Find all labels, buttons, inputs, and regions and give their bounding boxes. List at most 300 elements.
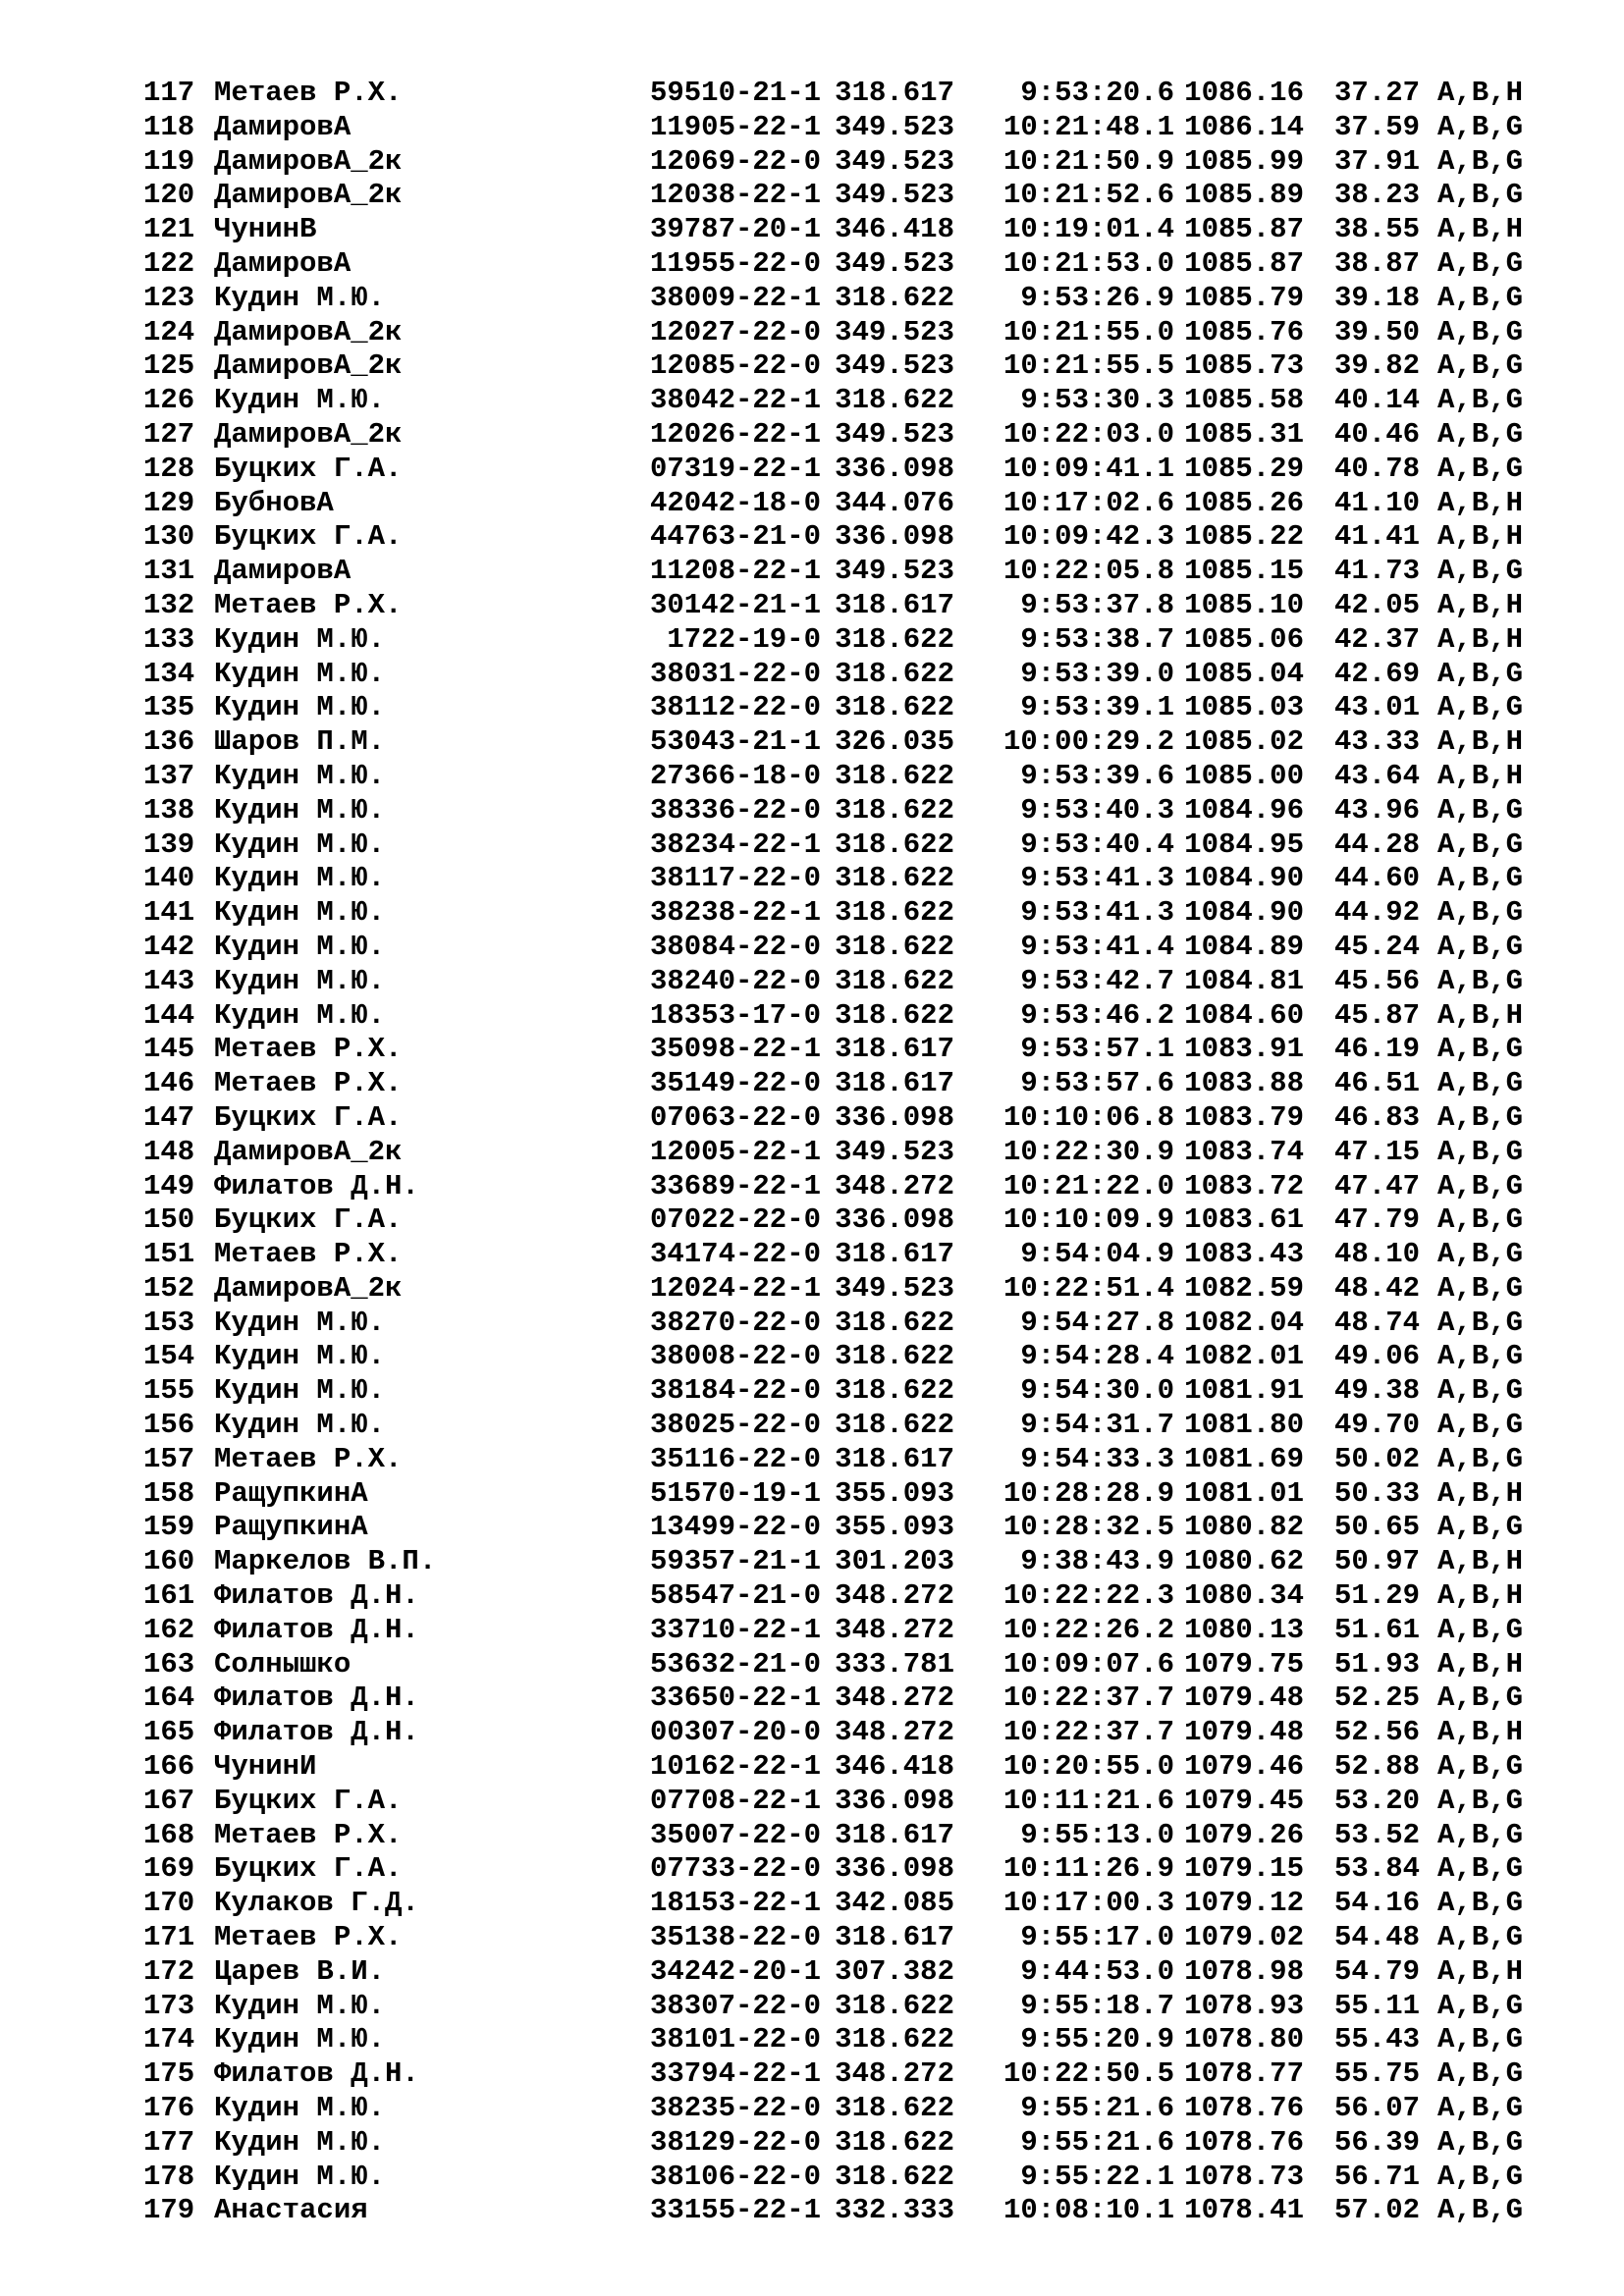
- speed-cell: 1085.02: [1184, 725, 1304, 759]
- speed-cell: 1086.14: [1184, 110, 1304, 143]
- flags-cell: A,B,H: [1437, 1476, 1524, 1510]
- arrival-time-cell: 9:55:21.6: [1020, 2125, 1174, 2159]
- table-row: [143, 1887, 1547, 1921]
- flags-cell: A,B,G: [1437, 144, 1524, 178]
- speed-cell: 1084.96: [1184, 793, 1304, 827]
- distance-cell: 349.523: [835, 179, 954, 212]
- points-cell: 54.16: [1333, 1887, 1420, 1920]
- table-row: [143, 1340, 1547, 1374]
- name-cell: Кудин М.Ю.: [214, 622, 386, 656]
- arrival-time-cell: 9:53:20.6: [1020, 77, 1174, 109]
- table-row: [143, 77, 1547, 111]
- place-cell: 149: [143, 1169, 195, 1202]
- place-cell: 144: [143, 998, 195, 1032]
- table-row: [143, 1170, 1547, 1204]
- place-cell: 151: [143, 1238, 195, 1271]
- points-cell: 43.96: [1333, 793, 1420, 827]
- name-cell: ДамировA_2к: [214, 417, 403, 451]
- speed-cell: 1085.89: [1184, 179, 1304, 212]
- distance-cell: 318.622: [835, 759, 954, 792]
- speed-cell: 1085.58: [1184, 384, 1304, 417]
- ring-code-cell: 39787-20-1: [649, 213, 821, 246]
- arrival-time-cell: 9:53:40.4: [1020, 828, 1174, 861]
- points-cell: 46.83: [1333, 1100, 1420, 1134]
- table-row: [143, 1819, 1547, 1853]
- flags-cell: A,B,H: [1437, 588, 1524, 621]
- distance-cell: 318.617: [835, 1238, 954, 1271]
- name-cell: Кудин М.Ю.: [214, 793, 386, 827]
- distance-cell: 318.622: [835, 862, 954, 895]
- name-cell: Кудин М.Ю.: [214, 657, 386, 690]
- arrival-time-cell: 10:09:41.1: [1002, 452, 1174, 485]
- place-cell: 145: [143, 1033, 195, 1066]
- ring-code-cell: 38106-22-0: [649, 2160, 821, 2193]
- points-cell: 53.84: [1333, 1852, 1420, 1886]
- speed-cell: 1079.02: [1184, 1921, 1304, 1954]
- points-cell: 56.71: [1333, 2160, 1420, 2193]
- distance-cell: 326.035: [835, 725, 954, 759]
- arrival-time-cell: 10:09:07.6: [1002, 1647, 1174, 1681]
- distance-cell: 349.523: [835, 315, 954, 348]
- points-cell: 54.79: [1333, 1954, 1420, 1988]
- table-row: [143, 555, 1547, 589]
- distance-cell: 349.523: [835, 555, 954, 588]
- speed-cell: 1079.12: [1184, 1887, 1304, 1920]
- speed-cell: 1085.03: [1184, 691, 1304, 724]
- speed-cell: 1085.76: [1184, 315, 1304, 348]
- name-cell: Буцких Г.А.: [214, 1852, 403, 1886]
- distance-cell: 318.622: [835, 1374, 954, 1408]
- name-cell: ЧунинИ: [214, 1750, 317, 1784]
- table-row: [143, 1648, 1547, 1682]
- flags-cell: A,B,G: [1437, 1682, 1524, 1715]
- speed-cell: 1078.80: [1184, 2023, 1304, 2056]
- arrival-time-cell: 9:53:41.3: [1020, 896, 1174, 930]
- place-cell: 129: [143, 486, 195, 519]
- speed-cell: 1086.16: [1184, 77, 1304, 109]
- table-row: [143, 1443, 1547, 1477]
- ring-code-cell: 38042-22-1: [649, 384, 821, 417]
- points-cell: 42.69: [1333, 657, 1420, 690]
- place-cell: 155: [143, 1374, 195, 1408]
- ring-code-cell: 33689-22-1: [649, 1169, 821, 1202]
- distance-cell: 318.622: [835, 2092, 954, 2125]
- points-cell: 57.02: [1333, 2194, 1420, 2227]
- flags-cell: A,B,G: [1437, 2125, 1524, 2159]
- distance-cell: 346.418: [835, 1750, 954, 1784]
- distance-cell: 348.272: [835, 2057, 954, 2091]
- points-cell: 38.23: [1333, 179, 1420, 212]
- table-row: [143, 2092, 1547, 2126]
- name-cell: Метаев Р.Х.: [214, 1442, 403, 1475]
- points-cell: 48.42: [1333, 1271, 1420, 1305]
- flags-cell: A,B,G: [1437, 555, 1524, 588]
- ring-code-cell: 34242-20-1: [649, 1954, 821, 1988]
- name-cell: ДамировA: [214, 555, 352, 588]
- name-cell: Метаев Р.Х.: [214, 1238, 403, 1271]
- flags-cell: A,B,G: [1437, 1818, 1524, 1851]
- place-cell: 142: [143, 930, 195, 963]
- points-cell: 55.75: [1333, 2057, 1420, 2091]
- arrival-time-cell: 10:21:53.0: [1002, 246, 1174, 280]
- arrival-time-cell: 10:28:32.5: [1002, 1511, 1174, 1544]
- flags-cell: A,B,G: [1437, 930, 1524, 963]
- ring-code-cell: 38025-22-0: [649, 1409, 821, 1442]
- arrival-time-cell: 10:22:30.9: [1002, 1135, 1174, 1168]
- name-cell: Филатов Д.Н.: [214, 1716, 419, 1749]
- distance-cell: 348.272: [835, 1716, 954, 1749]
- place-cell: 117: [143, 77, 195, 109]
- table-row: [143, 1579, 1547, 1614]
- arrival-time-cell: 9:53:38.7: [1020, 622, 1174, 656]
- table-row: [143, 179, 1547, 213]
- ring-code-cell: 35098-22-1: [649, 1033, 821, 1066]
- place-cell: 173: [143, 1989, 195, 2022]
- points-cell: 41.73: [1333, 555, 1420, 588]
- name-cell: Филатов Д.Н.: [214, 1579, 419, 1613]
- distance-cell: 307.382: [835, 1954, 954, 1988]
- table-row: [143, 1682, 1547, 1716]
- place-cell: 128: [143, 452, 195, 485]
- place-cell: 136: [143, 725, 195, 759]
- ring-code-cell: 38238-22-1: [649, 896, 821, 930]
- flags-cell: A,B,G: [1437, 1989, 1524, 2022]
- place-cell: 161: [143, 1579, 195, 1613]
- place-cell: 164: [143, 1682, 195, 1715]
- ring-code-cell: 33710-22-1: [649, 1613, 821, 1646]
- name-cell: Филатов Д.Н.: [214, 1613, 419, 1646]
- place-cell: 176: [143, 2092, 195, 2125]
- distance-cell: 349.523: [835, 1271, 954, 1305]
- ring-code-cell: 12085-22-0: [649, 349, 821, 383]
- ring-code-cell: 59357-21-1: [649, 1545, 821, 1578]
- arrival-time-cell: 9:53:39.0: [1020, 657, 1174, 690]
- table-row: [143, 623, 1547, 658]
- name-cell: Анастасия: [214, 2194, 368, 2227]
- speed-cell: 1083.79: [1184, 1100, 1304, 1134]
- points-cell: 38.55: [1333, 213, 1420, 246]
- speed-cell: 1083.61: [1184, 1203, 1304, 1237]
- ring-code-cell: 38184-22-0: [649, 1374, 821, 1408]
- arrival-time-cell: 9:54:27.8: [1020, 1306, 1174, 1339]
- name-cell: Буцких Г.А.: [214, 1203, 403, 1237]
- points-cell: 42.37: [1333, 622, 1420, 656]
- table-row: [143, 1203, 1547, 1238]
- arrival-time-cell: 9:53:46.2: [1020, 998, 1174, 1032]
- place-cell: 121: [143, 213, 195, 246]
- arrival-time-cell: 10:22:37.7: [1002, 1682, 1174, 1715]
- table-row: [143, 999, 1547, 1034]
- ring-code-cell: 27366-18-0: [649, 759, 821, 792]
- table-row: [143, 1716, 1547, 1750]
- table-row: [143, 2194, 1547, 2228]
- arrival-time-cell: 9:55:17.0: [1020, 1921, 1174, 1954]
- ring-code-cell: 58547-21-0: [649, 1579, 821, 1613]
- ring-code-cell: 07708-22-1: [649, 1784, 821, 1817]
- points-cell: 47.79: [1333, 1203, 1420, 1237]
- speed-cell: 1082.59: [1184, 1271, 1304, 1305]
- table-row: [143, 213, 1547, 247]
- speed-cell: 1085.10: [1184, 588, 1304, 621]
- speed-cell: 1078.98: [1184, 1954, 1304, 1988]
- flags-cell: A,B,G: [1437, 1100, 1524, 1134]
- table-row: [143, 1272, 1547, 1307]
- ring-code-cell: 12024-22-1: [649, 1271, 821, 1305]
- flags-cell: A,B,G: [1437, 110, 1524, 143]
- place-cell: 137: [143, 759, 195, 792]
- points-cell: 47.47: [1333, 1169, 1420, 1202]
- speed-cell: 1084.95: [1184, 828, 1304, 861]
- distance-cell: 318.622: [835, 998, 954, 1032]
- distance-cell: 349.523: [835, 349, 954, 383]
- arrival-time-cell: 10:21:52.6: [1002, 179, 1174, 212]
- ring-code-cell: 53043-21-1: [649, 725, 821, 759]
- flags-cell: A,B,G: [1437, 1750, 1524, 1784]
- place-cell: 146: [143, 1067, 195, 1100]
- ring-code-cell: 12038-22-1: [649, 179, 821, 212]
- speed-cell: 1085.87: [1184, 246, 1304, 280]
- name-cell: Буцких Г.А.: [214, 520, 403, 554]
- arrival-time-cell: 10:21:48.1: [1002, 110, 1174, 143]
- ring-code-cell: 11955-22-0: [649, 246, 821, 280]
- points-cell: 47.15: [1333, 1135, 1420, 1168]
- speed-cell: 1078.77: [1184, 2057, 1304, 2091]
- place-cell: 148: [143, 1135, 195, 1168]
- name-cell: РащупкинA: [214, 1511, 368, 1544]
- name-cell: ДамировA_2к: [214, 1135, 403, 1168]
- name-cell: Буцких Г.А.: [214, 452, 403, 485]
- speed-cell: 1079.46: [1184, 1750, 1304, 1784]
- points-cell: 51.93: [1333, 1647, 1420, 1681]
- flags-cell: A,B,G: [1437, 179, 1524, 212]
- speed-cell: 1085.29: [1184, 452, 1304, 485]
- flags-cell: A,B,G: [1437, 862, 1524, 895]
- points-cell: 45.24: [1333, 930, 1420, 963]
- ring-code-cell: 18353-17-0: [649, 998, 821, 1032]
- arrival-time-cell: 10:21:55.0: [1002, 315, 1174, 348]
- table-row: [143, 453, 1547, 487]
- flags-cell: A,B,G: [1437, 452, 1524, 485]
- place-cell: 162: [143, 1613, 195, 1646]
- distance-cell: 318.622: [835, 2160, 954, 2193]
- points-cell: 39.82: [1333, 349, 1420, 383]
- name-cell: Метаев Р.Х.: [214, 1033, 403, 1066]
- flags-cell: A,B,G: [1437, 2057, 1524, 2091]
- table-row: [143, 418, 1547, 453]
- flags-cell: A,B,H: [1437, 1579, 1524, 1613]
- points-cell: 48.74: [1333, 1306, 1420, 1339]
- place-cell: 123: [143, 281, 195, 314]
- ring-code-cell: 38084-22-0: [649, 930, 821, 963]
- arrival-time-cell: 9:53:30.3: [1020, 384, 1174, 417]
- distance-cell: 336.098: [835, 452, 954, 485]
- distance-cell: 348.272: [835, 1169, 954, 1202]
- arrival-time-cell: 9:54:04.9: [1020, 1238, 1174, 1271]
- table-row: [143, 1238, 1547, 1272]
- name-cell: Маркелов В.П.: [214, 1545, 437, 1578]
- name-cell: Кудин М.Ю.: [214, 896, 386, 930]
- distance-cell: 355.093: [835, 1476, 954, 1510]
- place-cell: 175: [143, 2057, 195, 2091]
- ring-code-cell: 11208-22-1: [649, 555, 821, 588]
- speed-cell: 1078.41: [1184, 2194, 1304, 2227]
- table-row: [143, 794, 1547, 828]
- flags-cell: A,B,G: [1437, 246, 1524, 280]
- ring-code-cell: 18153-22-1: [649, 1887, 821, 1920]
- arrival-time-cell: 9:53:40.3: [1020, 793, 1174, 827]
- speed-cell: 1084.60: [1184, 998, 1304, 1032]
- points-cell: 50.65: [1333, 1511, 1420, 1544]
- ring-code-cell: 38112-22-0: [649, 691, 821, 724]
- arrival-time-cell: 10:22:22.3: [1002, 1579, 1174, 1613]
- distance-cell: 318.622: [835, 1306, 954, 1339]
- points-cell: 52.56: [1333, 1716, 1420, 1749]
- name-cell: Кудин М.Ю.: [214, 2160, 386, 2193]
- points-cell: 50.33: [1333, 1476, 1420, 1510]
- table-row: [143, 589, 1547, 623]
- distance-cell: 318.622: [835, 657, 954, 690]
- arrival-time-cell: 9:55:18.7: [1020, 1989, 1174, 2022]
- name-cell: Кудин М.Ю.: [214, 828, 386, 861]
- name-cell: ЧунинВ: [214, 213, 317, 246]
- points-cell: 41.41: [1333, 520, 1420, 554]
- points-cell: 43.64: [1333, 759, 1420, 792]
- ring-code-cell: 38234-22-1: [649, 828, 821, 861]
- name-cell: Кудин М.Ю.: [214, 2092, 386, 2125]
- place-cell: 154: [143, 1340, 195, 1373]
- place-cell: 169: [143, 1852, 195, 1886]
- place-cell: 174: [143, 2023, 195, 2056]
- name-cell: Кудин М.Ю.: [214, 998, 386, 1032]
- name-cell: Кудин М.Ю.: [214, 862, 386, 895]
- ring-code-cell: 12027-22-0: [649, 315, 821, 348]
- points-cell: 46.51: [1333, 1067, 1420, 1100]
- place-cell: 138: [143, 793, 195, 827]
- place-cell: 147: [143, 1100, 195, 1134]
- speed-cell: 1080.62: [1184, 1545, 1304, 1578]
- ring-code-cell: 13499-22-0: [649, 1511, 821, 1544]
- table-row: [143, 1852, 1547, 1887]
- name-cell: ДамировA_2к: [214, 349, 403, 383]
- arrival-time-cell: 9:53:41.3: [1020, 862, 1174, 895]
- name-cell: Кудин М.Ю.: [214, 759, 386, 792]
- points-cell: 43.33: [1333, 725, 1420, 759]
- name-cell: Кудин М.Ю.: [214, 2125, 386, 2159]
- table-row: [143, 111, 1547, 145]
- flags-cell: A,B,G: [1437, 1271, 1524, 1305]
- speed-cell: 1085.79: [1184, 281, 1304, 314]
- name-cell: Буцких Г.А.: [214, 1784, 403, 1817]
- place-cell: 153: [143, 1306, 195, 1339]
- place-cell: 118: [143, 110, 195, 143]
- results-table: [143, 77, 1547, 2228]
- table-row: [143, 1750, 1547, 1785]
- table-row: [143, 1067, 1547, 1101]
- table-row: [143, 1477, 1547, 1512]
- place-cell: 152: [143, 1271, 195, 1305]
- ring-code-cell: 38101-22-0: [649, 2023, 821, 2056]
- place-cell: 135: [143, 691, 195, 724]
- points-cell: 54.48: [1333, 1921, 1420, 1954]
- flags-cell: A,B,G: [1437, 2194, 1524, 2227]
- points-cell: 49.06: [1333, 1340, 1420, 1373]
- flags-cell: A,B,G: [1437, 2160, 1524, 2193]
- ring-code-cell: 53632-21-0: [649, 1647, 821, 1681]
- table-row: [143, 965, 1547, 999]
- name-cell: ДамировA_2к: [214, 179, 403, 212]
- table-row: [143, 1374, 1547, 1409]
- table-row: [143, 384, 1547, 418]
- ring-code-cell: 38270-22-0: [649, 1306, 821, 1339]
- speed-cell: 1085.04: [1184, 657, 1304, 690]
- table-row: [143, 1033, 1547, 1067]
- table-row: [143, 282, 1547, 316]
- points-cell: 52.88: [1333, 1750, 1420, 1784]
- arrival-time-cell: 10:09:42.3: [1002, 520, 1174, 554]
- points-cell: 45.87: [1333, 998, 1420, 1032]
- points-cell: 37.59: [1333, 110, 1420, 143]
- speed-cell: 1081.91: [1184, 1374, 1304, 1408]
- ring-code-cell: 00307-20-0: [649, 1716, 821, 1749]
- ring-code-cell: 51570-19-1: [649, 1476, 821, 1510]
- distance-cell: 342.085: [835, 1887, 954, 1920]
- place-cell: 127: [143, 417, 195, 451]
- place-cell: 125: [143, 349, 195, 383]
- place-cell: 119: [143, 144, 195, 178]
- flags-cell: A,B,G: [1437, 691, 1524, 724]
- points-cell: 53.20: [1333, 1784, 1420, 1817]
- name-cell: Царев В.И.: [214, 1954, 386, 1988]
- ring-code-cell: 12026-22-1: [649, 417, 821, 451]
- arrival-time-cell: 9:54:28.4: [1020, 1340, 1174, 1373]
- distance-cell: 318.617: [835, 77, 954, 109]
- flags-cell: A,B,G: [1437, 1374, 1524, 1408]
- speed-cell: 1082.01: [1184, 1340, 1304, 1373]
- distance-cell: 318.622: [835, 828, 954, 861]
- ring-code-cell: 38235-22-0: [649, 2092, 821, 2125]
- arrival-time-cell: 10:22:05.8: [1002, 555, 1174, 588]
- table-row: [143, 1545, 1547, 1579]
- arrival-time-cell: 9:38:43.9: [1020, 1545, 1174, 1578]
- flags-cell: A,B,G: [1437, 1613, 1524, 1646]
- ring-code-cell: 07022-22-0: [649, 1203, 821, 1237]
- distance-cell: 348.272: [835, 1613, 954, 1646]
- flags-cell: A,B,H: [1437, 622, 1524, 656]
- arrival-time-cell: 10:19:01.4: [1002, 213, 1174, 246]
- ring-code-cell: 1722-19-0: [667, 622, 821, 656]
- flags-cell: A,B,G: [1437, 1887, 1524, 1920]
- points-cell: 55.43: [1333, 2023, 1420, 2056]
- speed-cell: 1078.93: [1184, 1989, 1304, 2022]
- table-row: [143, 862, 1547, 896]
- flags-cell: A,B,H: [1437, 725, 1524, 759]
- distance-cell: 348.272: [835, 1682, 954, 1715]
- table-row: [143, 760, 1547, 794]
- distance-cell: 348.272: [835, 1579, 954, 1613]
- name-cell: Метаев Р.Х.: [214, 1818, 403, 1851]
- ring-code-cell: 59510-21-1: [649, 77, 821, 109]
- speed-cell: 1078.73: [1184, 2160, 1304, 2193]
- speed-cell: 1080.34: [1184, 1579, 1304, 1613]
- distance-cell: 318.622: [835, 622, 954, 656]
- flags-cell: A,B,G: [1437, 384, 1524, 417]
- distance-cell: 336.098: [835, 1203, 954, 1237]
- arrival-time-cell: 10:21:22.0: [1002, 1169, 1174, 1202]
- ring-code-cell: 38009-22-1: [649, 281, 821, 314]
- speed-cell: 1079.48: [1184, 1682, 1304, 1715]
- points-cell: 41.10: [1333, 486, 1420, 519]
- table-row: [143, 896, 1547, 931]
